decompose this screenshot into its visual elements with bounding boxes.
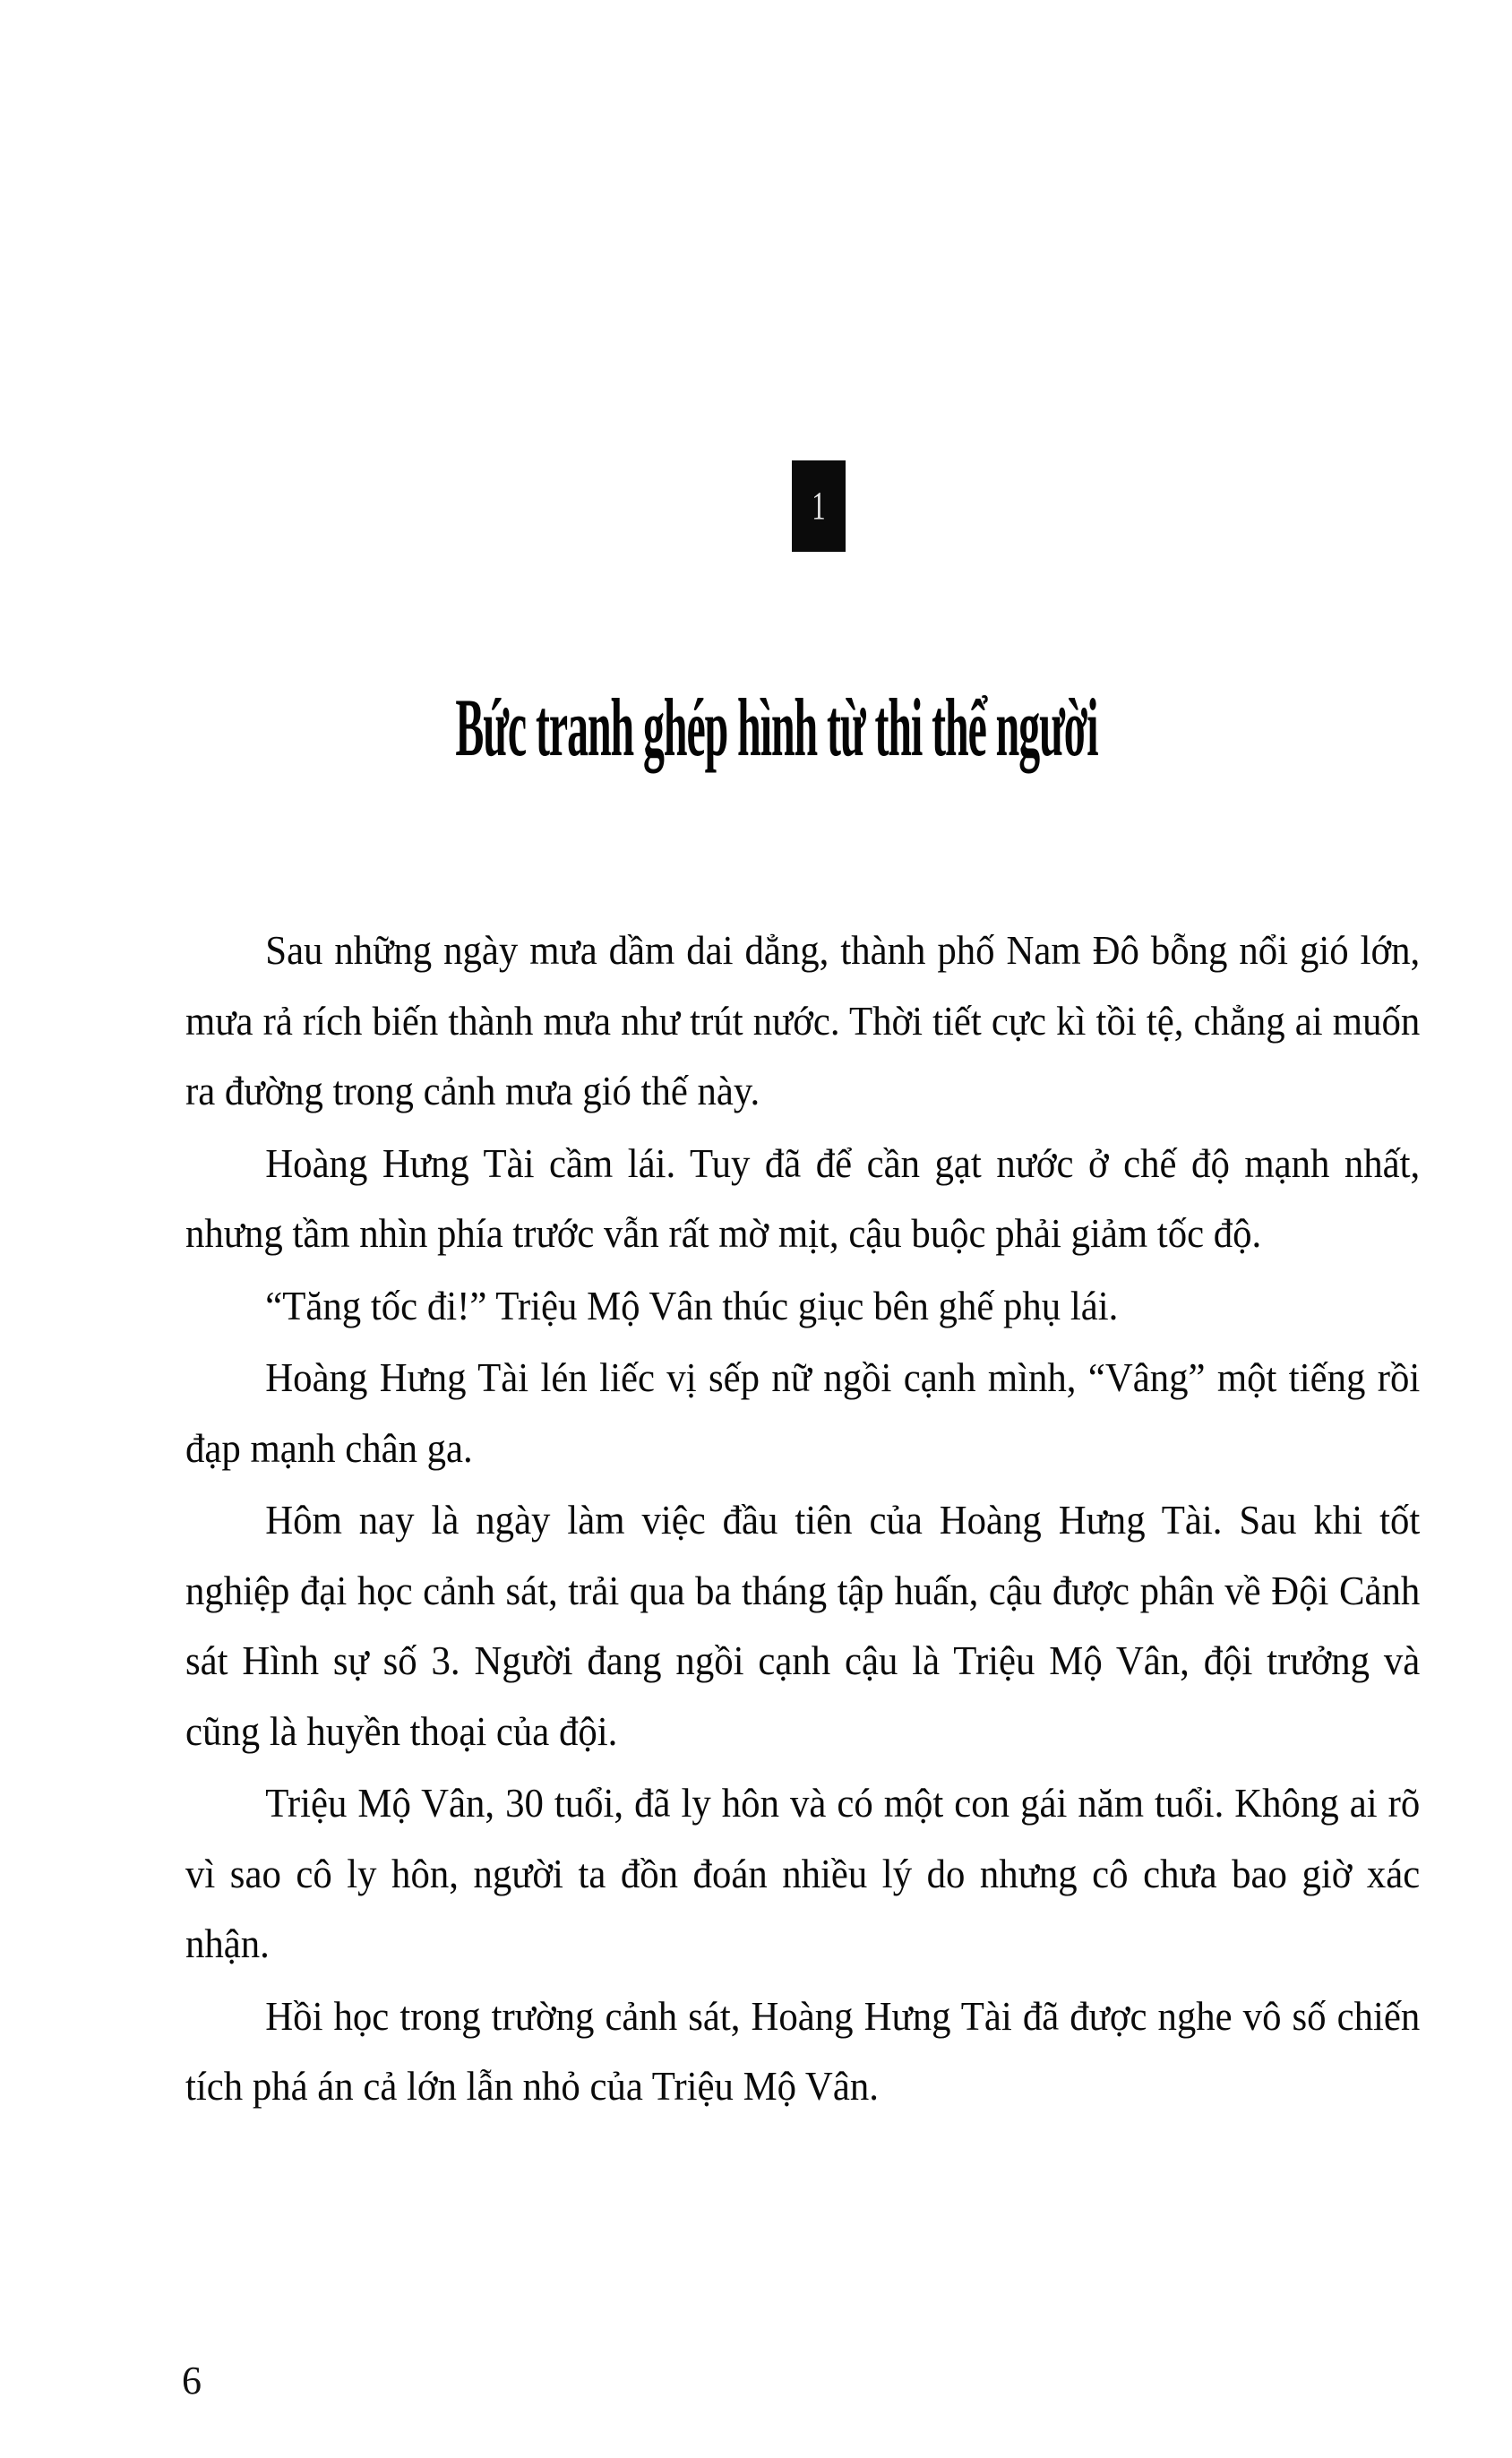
paragraph: Triệu Mộ Vân, 30 tuổi, đã ly hôn và có một con gái năm tuổi. Không ai rõ vì sao cô ly hôn, người ta đồn đoán nhiều lý do nhưng cô chưa bao giờ xác nhận. bbox=[185, 1780, 1421, 1966]
chapter-number: 1 bbox=[812, 484, 826, 528]
paragraph: “Tăng tốc đi!” Triệu Mộ Vân thúc giục bên ghế phụ lái. bbox=[265, 1282, 1119, 1328]
chapter-title: Bức tranh ghép hình từ thi thể người bbox=[455, 682, 1098, 773]
paragraph: Hoàng Hưng Tài lén liếc vị sếp nữ ngồi cạnh mình, “Vâng” một tiếng rồi đạp mạnh chân ga. bbox=[185, 1354, 1421, 1471]
chapter-number-badge bbox=[792, 460, 846, 552]
page-number: 6 bbox=[182, 2359, 202, 2402]
chapter-body bbox=[185, 915, 1420, 2124]
paragraph: Hoàng Hưng Tài cầm lái. Tuy đã để cần gạt nước ở chế độ mạnh nhất, nhưng tầm nhìn phía trước vẫn rất mờ mịt, cậu buộc phải giảm tốc độ. bbox=[185, 1139, 1421, 1256]
paragraph: Hôm nay là ngày làm việc đầu tiên của Hoàng Hưng Tài. Sau khi tốt nghiệp đại học cảnh sát, trải qua ba tháng tập huấn, cậu được phân về Đội Cảnh sát Hình sự số 3. Người đang ngồi cạnh cậu là Triệu Mộ Vân, đội trưởng và cũng là huyền thoại của đội. bbox=[185, 1497, 1421, 1754]
paragraph: Sau những ngày mưa dầm dai dẳng, thành phố Nam Đô bỗng nổi gió lớn, mưa rả rích biến thành mưa như trút nước. Thời tiết cực kì tồi tệ, chẳng ai muốn ra đường trong cảnh mưa gió thế này. bbox=[185, 927, 1421, 1113]
paragraph: Hồi học trong trường cảnh sát, Hoàng Hưng Tài đã được nghe vô số chiến tích phá án cả lớn lẫn nhỏ của Triệu Mộ Vân. bbox=[185, 1992, 1421, 2109]
